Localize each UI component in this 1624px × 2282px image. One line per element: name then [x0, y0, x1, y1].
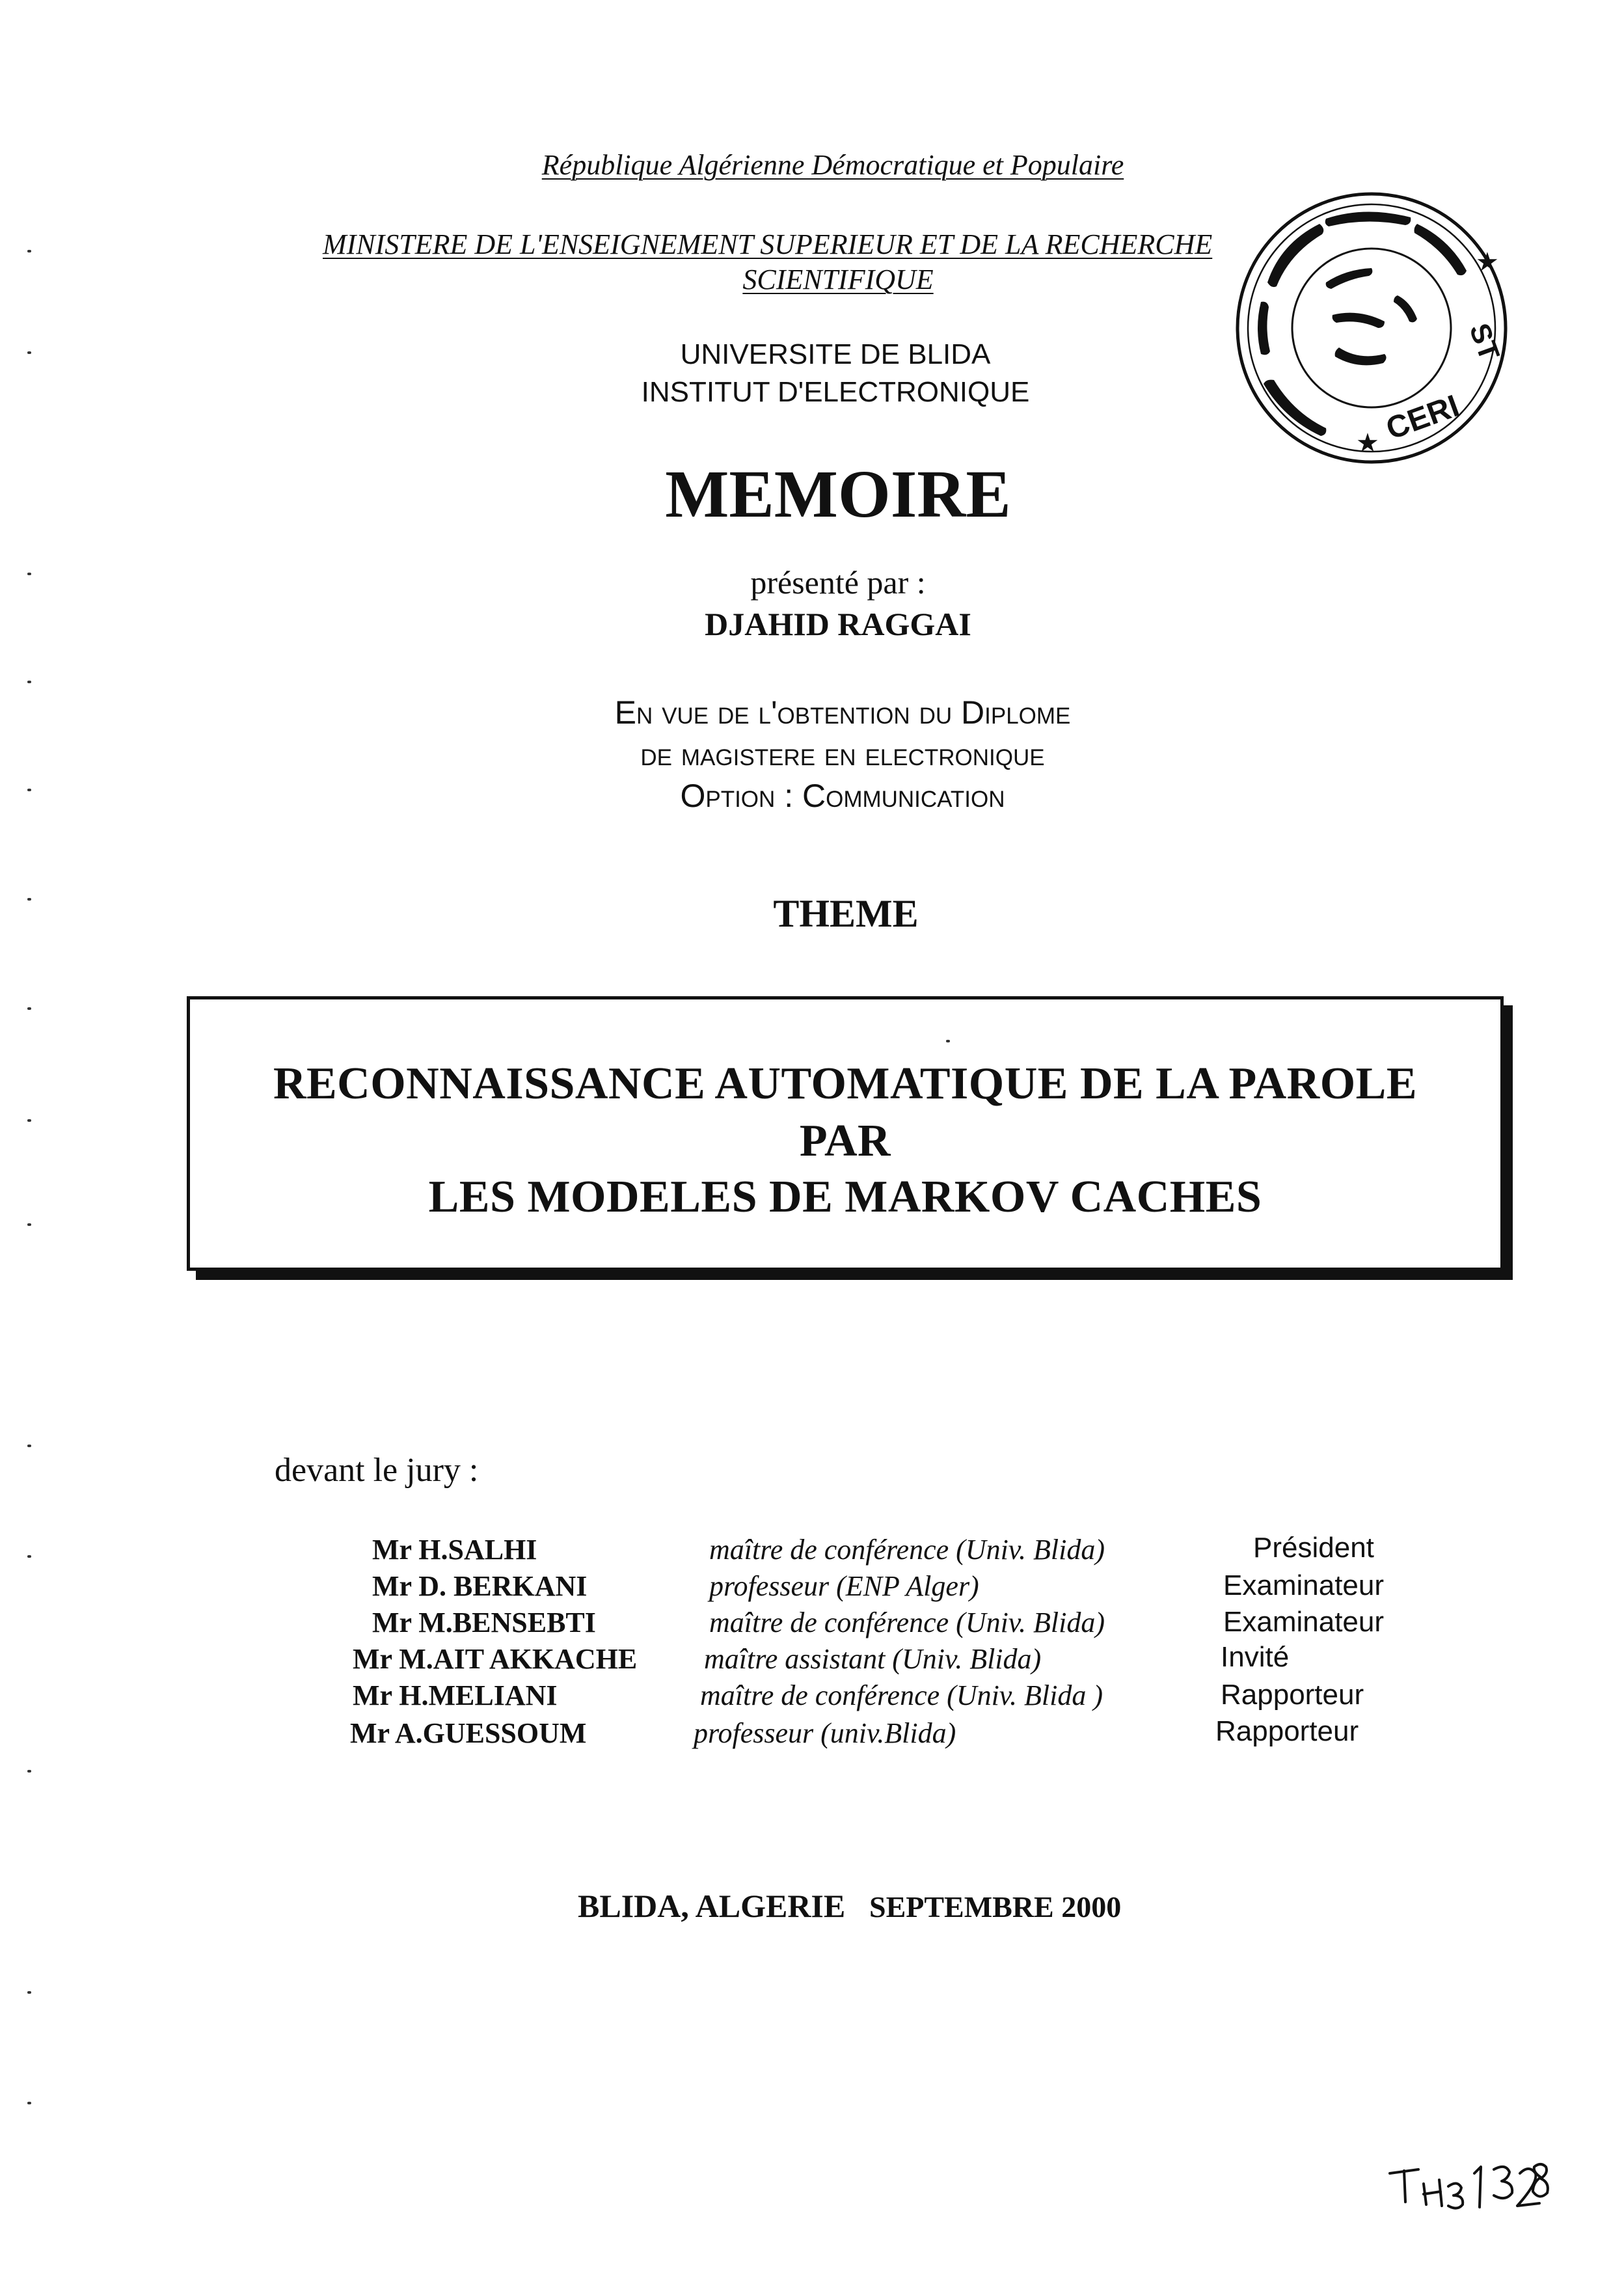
- presented-by-label: présenté par :: [750, 564, 926, 601]
- jury-member-name: Mr H.SALHI: [372, 1534, 537, 1566]
- author-name: DJAHID RAGGAI: [705, 606, 971, 642]
- jury-member-name: Mr M.AIT AKKACHE: [353, 1643, 638, 1675]
- jury-label: devant le jury :: [275, 1452, 479, 1489]
- jury-member-title: professeur (ENP Alger): [709, 1570, 979, 1602]
- theme-line-1: RECONNAISSANCE AUTOMATIQUE DE LA PAROLE: [273, 1059, 1418, 1109]
- theme-label: THEME: [773, 892, 919, 935]
- cerist-stamp: [1228, 185, 1515, 471]
- jury-member-role: Rapporteur: [1215, 1715, 1359, 1747]
- jury-member-title: maître assistant (Univ. Blida): [704, 1643, 1042, 1675]
- theme-line-3: LES MODELES DE MARKOV CACHES: [428, 1172, 1262, 1222]
- jury-member-name: Mr M.BENSEBTI: [372, 1607, 596, 1638]
- jury-member-role: Rapporteur: [1221, 1679, 1364, 1711]
- ministry-line-2: SCIENTIFIQUE: [742, 264, 934, 295]
- svg-text:ST: ST: [1463, 319, 1506, 365]
- jury-member-name: Mr A.GUESSOUM: [350, 1717, 587, 1749]
- ministry-line-1: MINISTERE DE L'ENSEIGNEMENT SUPERIEUR ET DE LA RECHERCHE: [323, 228, 1213, 260]
- svg-text:★: ★: [1356, 428, 1379, 458]
- institute-name: INSTITUT D'ELECTRONIQUE: [641, 376, 1030, 408]
- jury-member-name: Mr D. BERKANI: [372, 1570, 588, 1602]
- jury-member-title: maître de conférence (Univ. Blida): [709, 1607, 1105, 1638]
- svg-text:★: ★: [1476, 247, 1499, 277]
- republic-heading: République Algérienne Démocratique et Populaire: [541, 149, 1124, 181]
- jury-member-role: Examinateur: [1223, 1569, 1385, 1601]
- jury-member-title: maître de conférence (Univ. Blida ): [700, 1679, 1103, 1711]
- document-title: MEMOIRE: [665, 457, 1011, 532]
- purpose-line-2: de magistere en electronique: [640, 736, 1045, 772]
- university-name: UNIVERSITE DE BLIDA: [680, 338, 991, 370]
- footer-date: SEPTEMBRE 2000: [869, 1890, 1122, 1923]
- theme-box: [187, 996, 1504, 1271]
- jury-member-title: maître de conférence (Univ. Blida): [709, 1534, 1105, 1566]
- handwritten-reference: [1386, 2147, 1555, 2222]
- footer-place: BLIDA, ALGERIE: [578, 1888, 846, 1924]
- jury-member-role: Président: [1253, 1532, 1374, 1564]
- jury-member-role: Examinateur: [1223, 1606, 1385, 1638]
- theme-line-2: PAR: [799, 1116, 891, 1166]
- jury-member-name: Mr H.MELIANI: [353, 1679, 558, 1711]
- jury-member-role: Invité: [1221, 1641, 1290, 1673]
- svg-text:CERI: CERI: [1381, 388, 1464, 447]
- purpose-line-3: Option : Communication: [680, 778, 1005, 814]
- purpose-line-1: En vue de l'obtention du Diplome: [614, 694, 1071, 731]
- jury-member-title: professeur (univ.Blida): [694, 1717, 956, 1749]
